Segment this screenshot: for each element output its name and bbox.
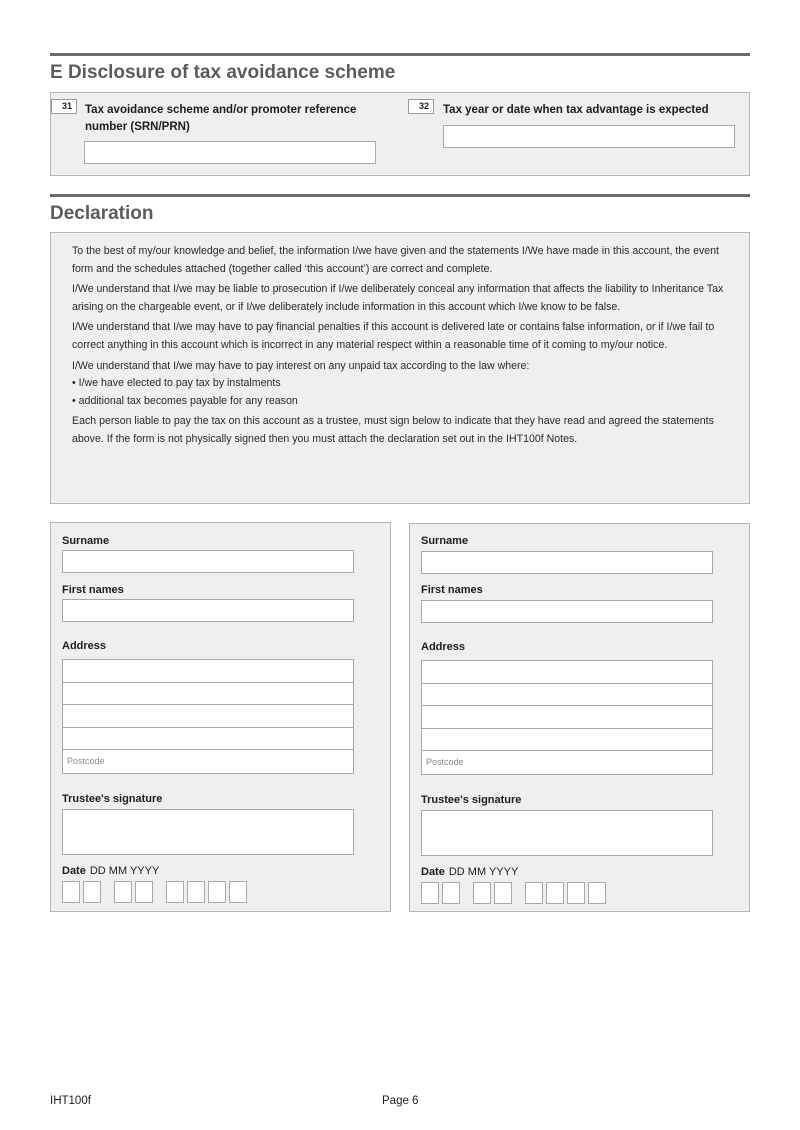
date-year-cell[interactable] xyxy=(229,881,247,903)
date-month-cell[interactable] xyxy=(473,882,491,904)
declaration-text xyxy=(72,243,732,452)
address-line[interactable] xyxy=(63,683,353,706)
section-e-title: E Disclosure of tax avoidance scheme xyxy=(50,62,396,83)
first-names-input[interactable] xyxy=(421,600,713,623)
date-year-cell[interactable] xyxy=(588,882,606,904)
date-format-hint: DD MM YYYY xyxy=(448,866,519,878)
signature-field[interactable] xyxy=(62,809,354,855)
signature-field[interactable] xyxy=(421,810,713,856)
date-day-cell[interactable] xyxy=(442,882,460,904)
address-label: Address xyxy=(421,641,466,653)
list-item: • I/we have elected to pay tax by instalments xyxy=(72,375,732,393)
declaration-paragraph: I/We understand that I/we may have to pay interest on any unpaid tax according to the law where: xyxy=(72,359,530,372)
date-label-text: Date xyxy=(421,866,445,878)
date-year-cell[interactable] xyxy=(525,882,543,904)
date-day-cell[interactable] xyxy=(62,881,80,903)
declaration-closing: Each person liable to pay the tax on this account as a trustee, must sign below to indicate that they have read and agreed the statements above. If the form is not physically signed then you must attach the declaration set out in the IHT100f Notes. xyxy=(72,415,714,445)
declaration-rule xyxy=(50,194,750,197)
date-label xyxy=(62,865,159,877)
section-e-rule xyxy=(50,53,750,56)
address-input[interactable] xyxy=(421,660,713,775)
date-year-cell[interactable] xyxy=(567,882,585,904)
date-year-cell[interactable] xyxy=(187,881,205,903)
signature-label: Trustee's signature xyxy=(62,793,163,805)
date-month-cell[interactable] xyxy=(114,881,132,903)
postcode-placeholder: Postcode xyxy=(426,757,464,767)
question-32-number: 32 xyxy=(408,99,434,114)
address-input[interactable] xyxy=(62,659,354,774)
section-e-box xyxy=(50,92,750,176)
trustee-panel-2 xyxy=(409,523,750,912)
date-year-cell[interactable] xyxy=(546,882,564,904)
date-input[interactable] xyxy=(421,882,621,904)
signature-label: Trustee's signature xyxy=(421,794,522,806)
date-format-hint: DD MM YYYY xyxy=(89,865,160,877)
surname-input[interactable] xyxy=(421,551,713,574)
surname-label: Surname xyxy=(62,535,110,547)
postcode-placeholder: Postcode xyxy=(67,756,105,766)
date-year-cell[interactable] xyxy=(166,881,184,903)
declaration-paragraph: I/We understand that I/we may be liable to prosecution if I/we deliberately conceal any information that affects the liability to Inheritance Tax arising on the chargeable event, or if I/we deliberately include information in this account which I/we know to be false. xyxy=(72,283,724,313)
first-names-label: First names xyxy=(62,584,124,596)
question-32-label: Tax year or date when tax advantage is expected xyxy=(443,104,709,116)
list-item: • additional tax becomes payable for any reason xyxy=(72,393,732,411)
first-names-label: First names xyxy=(421,584,483,596)
address-line[interactable] xyxy=(422,706,712,729)
postcode-input[interactable] xyxy=(63,750,353,773)
address-line[interactable] xyxy=(422,661,712,684)
date-input[interactable] xyxy=(62,881,262,903)
question-31-label: Tax avoidance scheme and/or promoter reference number (SRN/PRN) xyxy=(85,104,357,133)
declaration-paragraph: I/We understand that I/we may have to pay financial penalties if this account is delivered late or contains false information, or if I/we fail to correct anything in this account which is incorrect in any material respect within a reasonable time of it coming to my/our notice. xyxy=(72,321,715,351)
declaration-bullets xyxy=(72,375,732,410)
address-line[interactable] xyxy=(422,729,712,752)
form-code: IHT100f xyxy=(50,1095,91,1107)
date-year-cell[interactable] xyxy=(208,881,226,903)
address-line[interactable] xyxy=(422,684,712,707)
address-line[interactable] xyxy=(63,660,353,683)
address-line[interactable] xyxy=(63,705,353,728)
surname-input[interactable] xyxy=(62,550,354,573)
tax-year-input[interactable] xyxy=(443,125,735,148)
page-number: Page 6 xyxy=(382,1095,419,1107)
declaration-paragraph: To the best of my/our knowledge and belief, the information I/we have given and the statements I/We have made in this account, the event form and the schedules attached (together called ‘this account’) are correct and complete. xyxy=(72,245,719,275)
srn-prn-input[interactable] xyxy=(84,141,376,164)
postcode-input[interactable] xyxy=(422,751,712,774)
address-line[interactable] xyxy=(63,728,353,751)
date-month-cell[interactable] xyxy=(494,882,512,904)
date-label xyxy=(421,866,518,878)
address-label: Address xyxy=(62,640,107,652)
surname-label: Surname xyxy=(421,535,469,547)
date-label-text: Date xyxy=(62,865,86,877)
date-day-cell[interactable] xyxy=(421,882,439,904)
first-names-input[interactable] xyxy=(62,599,354,622)
date-month-cell[interactable] xyxy=(135,881,153,903)
date-day-cell[interactable] xyxy=(83,881,101,903)
question-31-number: 31 xyxy=(51,99,77,114)
trustee-panel-1 xyxy=(50,522,391,912)
declaration-title: Declaration xyxy=(50,203,154,224)
